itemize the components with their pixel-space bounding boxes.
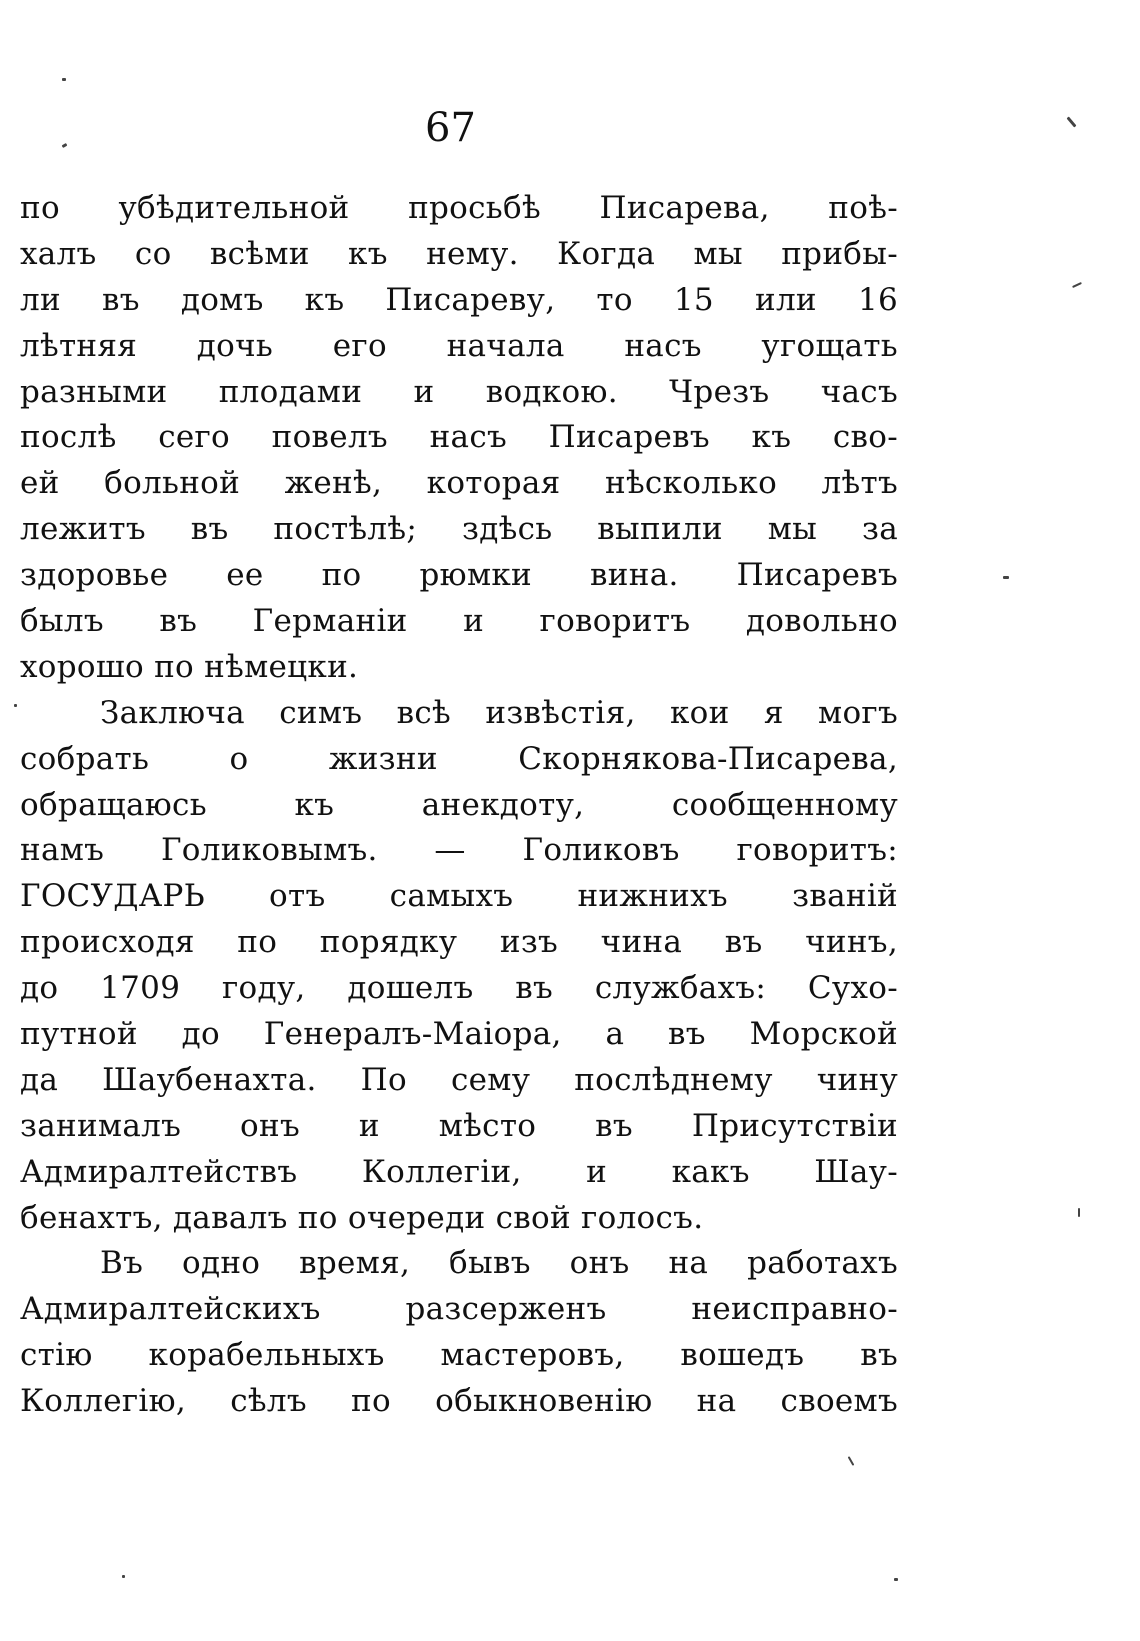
- text-line: Адмиралтейскихъ разсерженъ неисправно-: [20, 1291, 898, 1328]
- scan-speck: [1003, 576, 1009, 579]
- text-line: ей больной женѣ, которая нѣсколько лѣтъ: [20, 465, 898, 502]
- body-text: [20, 186, 898, 1425]
- text-line: до 1709 году, дошелъ въ службахъ: Сухо-: [20, 970, 898, 1007]
- text-line: Заключа симъ всѣ извѣстія, кои я могъ: [100, 694, 898, 731]
- text-line: происходя по порядку изъ чина въ чинъ,: [20, 924, 898, 961]
- text-line: Въ одно время, бывъ онъ на работахъ: [100, 1245, 898, 1282]
- scan-speck: [62, 143, 68, 148]
- scan-speck: [1066, 116, 1076, 127]
- text-line: намъ Голиковымъ. — Голиковъ говоритъ:: [20, 832, 898, 869]
- text-line: бенахтъ, давалъ по очереди свой голосъ.: [20, 1199, 704, 1236]
- text-line: ГОСУДАРЬ отъ самыхъ нижнихъ званій: [20, 878, 898, 915]
- text-line: хорошо по нѣмецки.: [20, 648, 359, 685]
- text-line: Коллегію, сѣлъ по обыкновенію на своемъ: [20, 1383, 898, 1420]
- text-line: обращаюсь къ анекдоту, сообщенному: [20, 786, 898, 823]
- page-number: 67: [425, 105, 476, 151]
- text-line: да Шаубенахта. По сему послѣднему чину: [20, 1061, 898, 1098]
- text-line: лежитъ въ постѣлѣ; здѣсь выпили мы за: [20, 511, 898, 548]
- scan-speck: [1072, 282, 1082, 288]
- text-line: халъ со всѣми къ нему. Когда мы прибы-: [20, 235, 898, 272]
- scan-speck: [848, 1456, 855, 1466]
- scan-speck: [62, 78, 66, 81]
- scan-speck: [894, 1578, 898, 1581]
- text-line: здоровье ее по рюмки вина. Писаревъ: [20, 557, 898, 594]
- text-line: стію корабельныхъ мастеровъ, вошедъ въ: [20, 1337, 898, 1374]
- text-line: ли въ домъ къ Писареву, то 15 или 16: [20, 281, 898, 318]
- text-line: лѣтняя дочь его начала насъ угощать: [20, 327, 898, 364]
- text-line: разными плодами и водкою. Чрезъ часъ: [20, 373, 898, 410]
- text-line: по убѣдительной просьбѣ Писарева, поѣ-: [20, 190, 898, 226]
- scan-speck: [14, 704, 17, 707]
- scan-speck: [122, 1575, 125, 1578]
- text-line: занималъ онъ и мѣсто въ Присутствіи: [20, 1107, 898, 1144]
- scan-speck: [1078, 1208, 1080, 1217]
- text-line: путной до Генералъ-Маіора, а въ Морской: [20, 1016, 898, 1053]
- text-line: собрать о жизни Скорнякова-Писарева,: [20, 740, 898, 777]
- text-line: былъ въ Германіи и говоритъ довольно: [20, 603, 898, 640]
- text-line: Адмиралтействъ Коллегіи, и какъ Шау-: [20, 1153, 898, 1190]
- text-line: послѣ сего повелъ насъ Писаревъ къ сво-: [20, 419, 898, 456]
